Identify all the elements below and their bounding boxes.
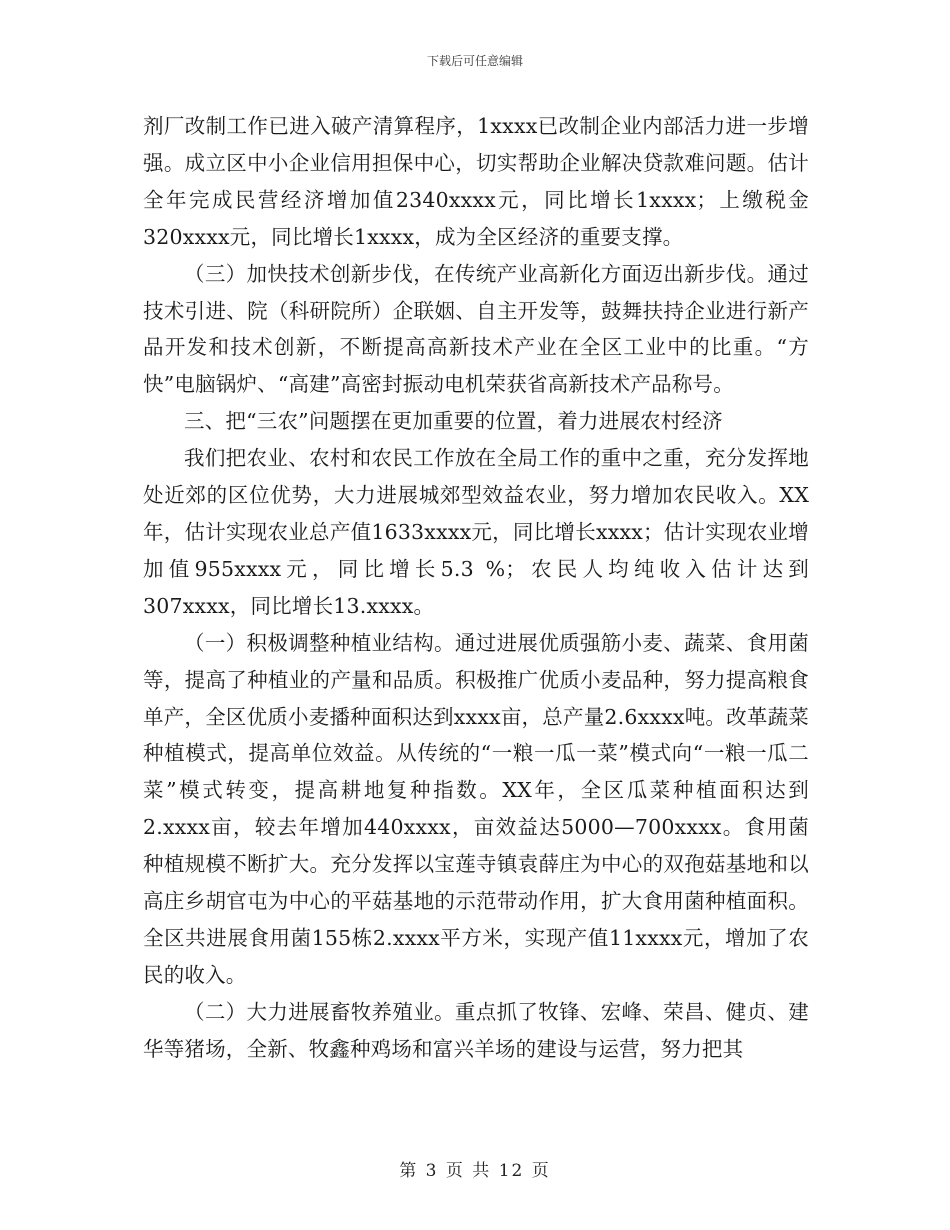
paragraph: 剂厂改制工作已进入破产清算程序，1xxxx已改制企业内部活力进一步增强。成立区中小企业信用担保中心，切实帮助企业解决贷款难问题。估计全年完成民营经济增加值2340xxxx元，同比增长1xxxx；上缴税金320xxxx元，同比增长1xxxx，成为全区经济的重要支撑。 [143, 114, 809, 249]
section-heading: 三、把“三农”问题摆在更加重要的位置，着力进展农村经济 [184, 409, 723, 434]
paragraph: 我们把农业、农村和农民工作放在全局工作的重中之重，充分发挥地处近郊的区位优势，大力进展城郊型效益农业，努力增加农民收入。XX年，估计实现农业总产值1633xxxx元，同比增长xxxx；估计实现农业增加值955xxxx元，同比增长5.3 %；农民人均纯收入估计达到307xxxx，同比增长13.xxxx。 [143, 446, 809, 618]
paragraph: （一）积极调整种植业结构。通过进展优质强筋小麦、蔬菜、食用菌等，提高了种植业的产量和品质。积极推广优质小麦品种，努力提高粮食单产，全区优质小麦播种面积达到xxxx亩，总产量2.6xxxx吨。改革蔬菜种植模式，提高单位效益。从传统的“一粮一瓜一菜”模式向“一粮一瓜二菜”模式转变，提高耕地复种指数。XX年，全区瓜菜种植面积达到2.xxxx亩，较去年增加440xxxx，亩效益达5000—700xxxx。食用菌种植规模不断扩大。充分发挥以宝莲寺镇袁薛庄为中心的双孢菇基地和以高庄乡胡官屯为中心的平菇基地的示范带动作用，扩大食用菌种植面积。全区共进展食用菌155栋2.xxxx平方米，实现产值11xxxx元，增加了农民的收入。 [143, 630, 809, 987]
page-header-note: 下载后可任意编辑 [426, 54, 523, 68]
page-number: 第 3 页 共 12 页 [399, 1161, 551, 1181]
paragraph: （二）大力进展畜牧养殖业。重点抓了牧锋、宏峰、荣昌、健贞、建华等猪场，全新、牧鑫种鸡场和富兴羊场的建设与运营，努力把其 [143, 999, 809, 1061]
paragraph: （三）加快技术创新步伐，在传统产业高新化方面迈出新步伐。通过技术引进、院（科研院所）企联姻、自主开发等，鼓舞扶持企业进行新产品开发和技术创新，不断提高高新技术产业在全区工业中的比重。“方快”电脑锅炉、“高建”高密封振动电机荣获省高新技术产品称号。 [143, 261, 809, 397]
document-body [143, 108, 809, 1068]
